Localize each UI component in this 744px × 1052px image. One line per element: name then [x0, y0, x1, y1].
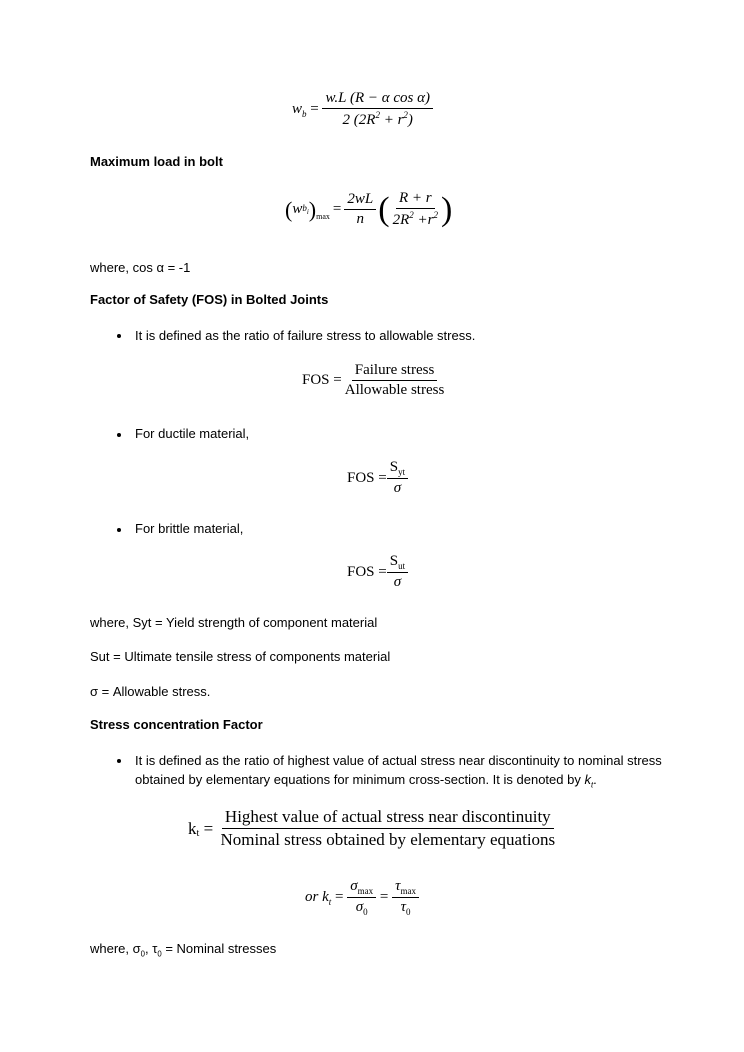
sigma-text: σ = Allowable stress.: [90, 684, 211, 699]
bullet-brittle: [117, 528, 121, 532]
eq-fos-numerator: Failure stress: [352, 362, 438, 381]
where-nominal-text: where, $\sigma_0$, $\tau_0$ = Nominal stresses: [90, 941, 277, 959]
sut-text: Sut = Ultimate tensile stress of components material: [90, 649, 391, 664]
eq-max-label: max: [316, 212, 330, 221]
where-cos-text: where, cos α = -1: [90, 260, 191, 275]
equation-ductile: FOS = $\frac{S_{yt}}{\sigma}$: [347, 459, 408, 497]
eq-wb-fraction: [322, 90, 432, 129]
eq-wb-numerator: w.L (R − α cos α): [322, 90, 432, 109]
where-syt-text: where, Syt = Yield strength of component material: [90, 615, 378, 630]
bullet-ductile-text: For ductile material,: [135, 426, 250, 441]
equation-kt-ratio: or $k_t$ = $\frac{\sigma_{max}}{\sigma_0}$ = $\frac{\tau_{max}}{\tau_0}$: [305, 878, 419, 917]
eq-wb-lhs: w: [292, 100, 303, 117]
bullet-fos-def: [117, 334, 121, 338]
eq-max-inner: $\frac{R + r}{2R^2 +r^2}$: [392, 190, 438, 228]
eq-kt-denominator: Nominal stress obtained by elementary equations: [220, 830, 556, 849]
eq-fos-denominator: Allowable stress: [344, 382, 445, 398]
bullet-brittle-text: For brittle material,: [135, 521, 244, 536]
bullet-fos-def-text: It is defined as the ratio of failure stress to allowable stress.: [135, 328, 476, 343]
equation-kt: k $_t$ = $\frac{\text{Highest value of actual stress near discontinuity}}{\text{Nominal stress obtained by elementary equations}}$: [188, 807, 558, 850]
bullet-scf-line2: obtained by elementary equations for minimum cross-section. It is denoted by $k_t$.: [135, 772, 597, 790]
eq-wb-denominator: 2 $(2R^2 + r^2)$: [342, 110, 413, 128]
eq-max-lhs: w: [292, 201, 303, 217]
equation-max-load: ( w $b_i$ ) $_{max}$ = $\frac{2wL}{n}$ ( $\frac{R + r}{2R^2 +r^2}$ ): [285, 190, 453, 228]
heading-scf: Stress concentration Factor: [90, 717, 263, 732]
equation-brittle: FOS = $\frac{S_{ut}}{\sigma}$: [347, 553, 408, 591]
bullet-scf-line1: It is defined as the ratio of highest value of actual stress near discontinuity to nominal stress: [135, 753, 662, 768]
bullet-ductile: [117, 433, 121, 437]
heading-maximum-load: Maximum load in bolt: [90, 154, 223, 169]
eq-wb-lhs-sub: b: [302, 108, 307, 119]
eq-max-coef: $\frac{2wL}{n}$: [344, 191, 376, 228]
equation-fos: FOS = $\frac{\text{Failure stress}}{\text{Allowable stress}}$: [302, 362, 447, 399]
bullet-scf: [117, 759, 121, 763]
eq-kt-numerator: Highest value of actual stress near discontinuity: [222, 807, 554, 829]
heading-fos: Factor of Safety (FOS) in Bolted Joints: [90, 292, 329, 307]
equation-wb: $w_b$ = $\frac{\text{w.L (R − α cos α)}}{2 (2R^2 + r^2)}$: [292, 90, 433, 129]
